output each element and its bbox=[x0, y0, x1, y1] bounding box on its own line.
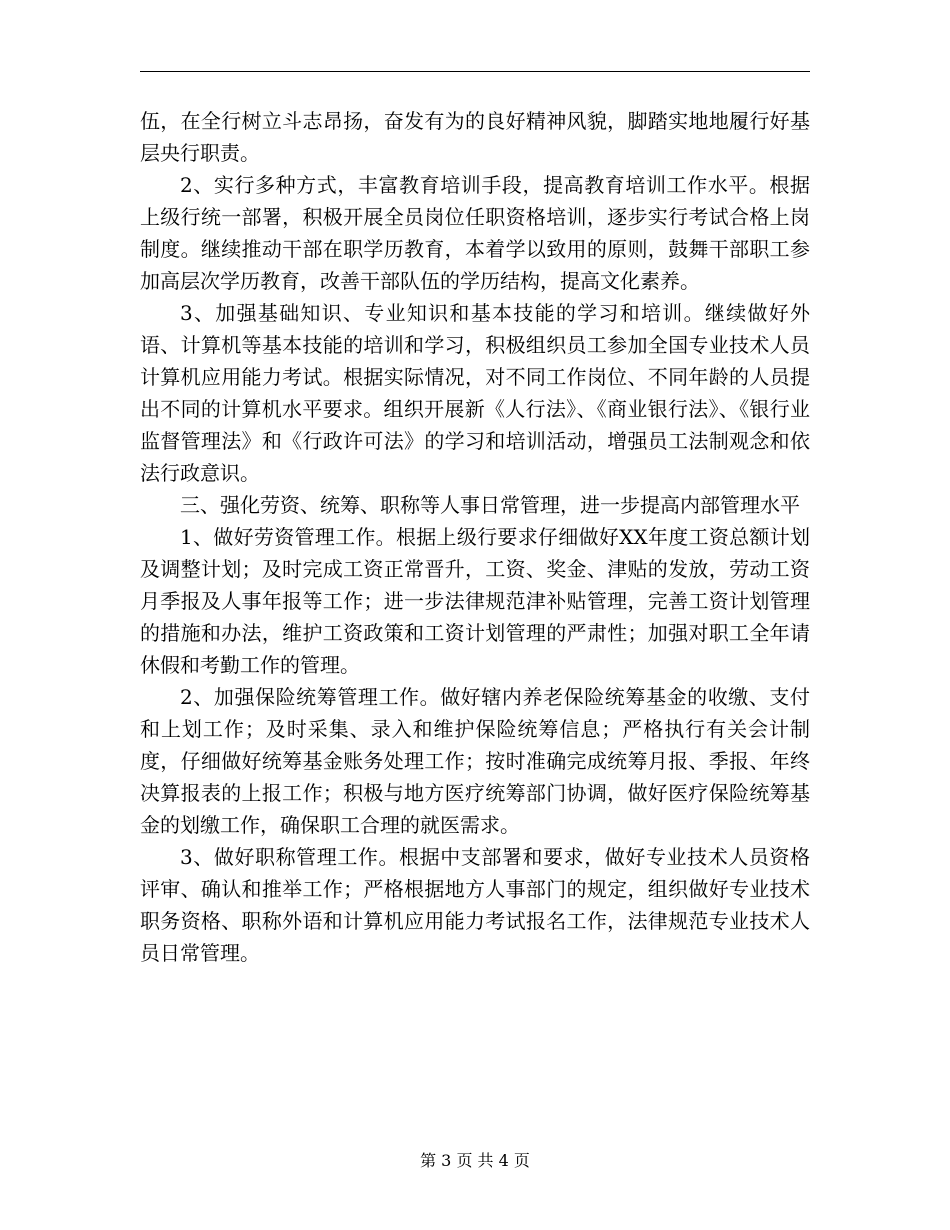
document-body bbox=[140, 105, 810, 969]
paragraph-labor-wage: 1、做好劳资管理工作。根据上级行要求仔细做好XX年度工资总额计划及调整计划；及时完成工资正常晋升，工资、奖金、津贴的发放，劳动工资月季报及人事年报等工作；进一步法律规范津补贴管理，完善工资计划管理的措施和办法，维护工资政策和工资计划管理的严肃性；加强对职工全年请休假和考勤工作的管理。 bbox=[140, 525, 810, 677]
paragraph-skills-training: 3、加强基础知识、专业知识和基本技能的学习和培训。继续做好外语、计算机等基本技能的培训和学习，积极组织员工参加全国专业技术人员计算机应用能力考试。根据实际情况，对不同工作岗位、不同年龄的人员提出不同的计算机水平要求。组织开展新《人行法》、《商业银行法》、《银行业监督管理法》和《行政许可法》的学习和培训活动，增强员工法制观念和依法行政意识。 bbox=[140, 301, 810, 485]
paragraph-professional-titles: 3、做好职称管理工作。根据中支部署和要求，做好专业技术人员资格评审、确认和推举工作；严格根据地方人事部门的规定，组织做好专业技术职务资格、职称外语和计算机应用能力考试报名工作，法律规范专业技术人员日常管理。 bbox=[140, 845, 810, 965]
page-number-footer: 第 3 页 共 4 页 bbox=[420, 1151, 530, 1170]
paragraph-training-methods: 2、实行多种方式，丰富教育培训手段，提高教育培训工作水平。根据上级行统一部署，积极开展全员岗位任职资格培训，逐步实行考试合格上岗制度。继续推动干部在职学历教育，本着学以致用的原则，鼓舞干部职工参加高层次学历教育，改善干部队伍的学历结构，提高文化素养。 bbox=[140, 173, 810, 293]
section-heading-personnel-management: 三、强化劳资、统筹、职称等人事日常管理，进一步提高内部管理水平 bbox=[180, 493, 800, 517]
paragraph-continuation: 伍，在全行树立斗志昂扬，奋发有为的良好精神风貌，脚踏实地地履行好基层央行职责。 bbox=[140, 109, 810, 165]
header-rule bbox=[140, 71, 810, 72]
paragraph-insurance: 2、加强保险统筹管理工作。做好辖内养老保险统筹基金的收缴、支付和上划工作；及时采集、录入和维护保险统筹信息；严格执行有关会计制度，仔细做好统筹基金账务处理工作；按时准确完成统筹月报、季报、年终决算报表的上报工作；积极与地方医疗统筹部门协调，做好医疗保险统筹基金的划缴工作，确保职工合理的就医需求。 bbox=[140, 685, 810, 837]
